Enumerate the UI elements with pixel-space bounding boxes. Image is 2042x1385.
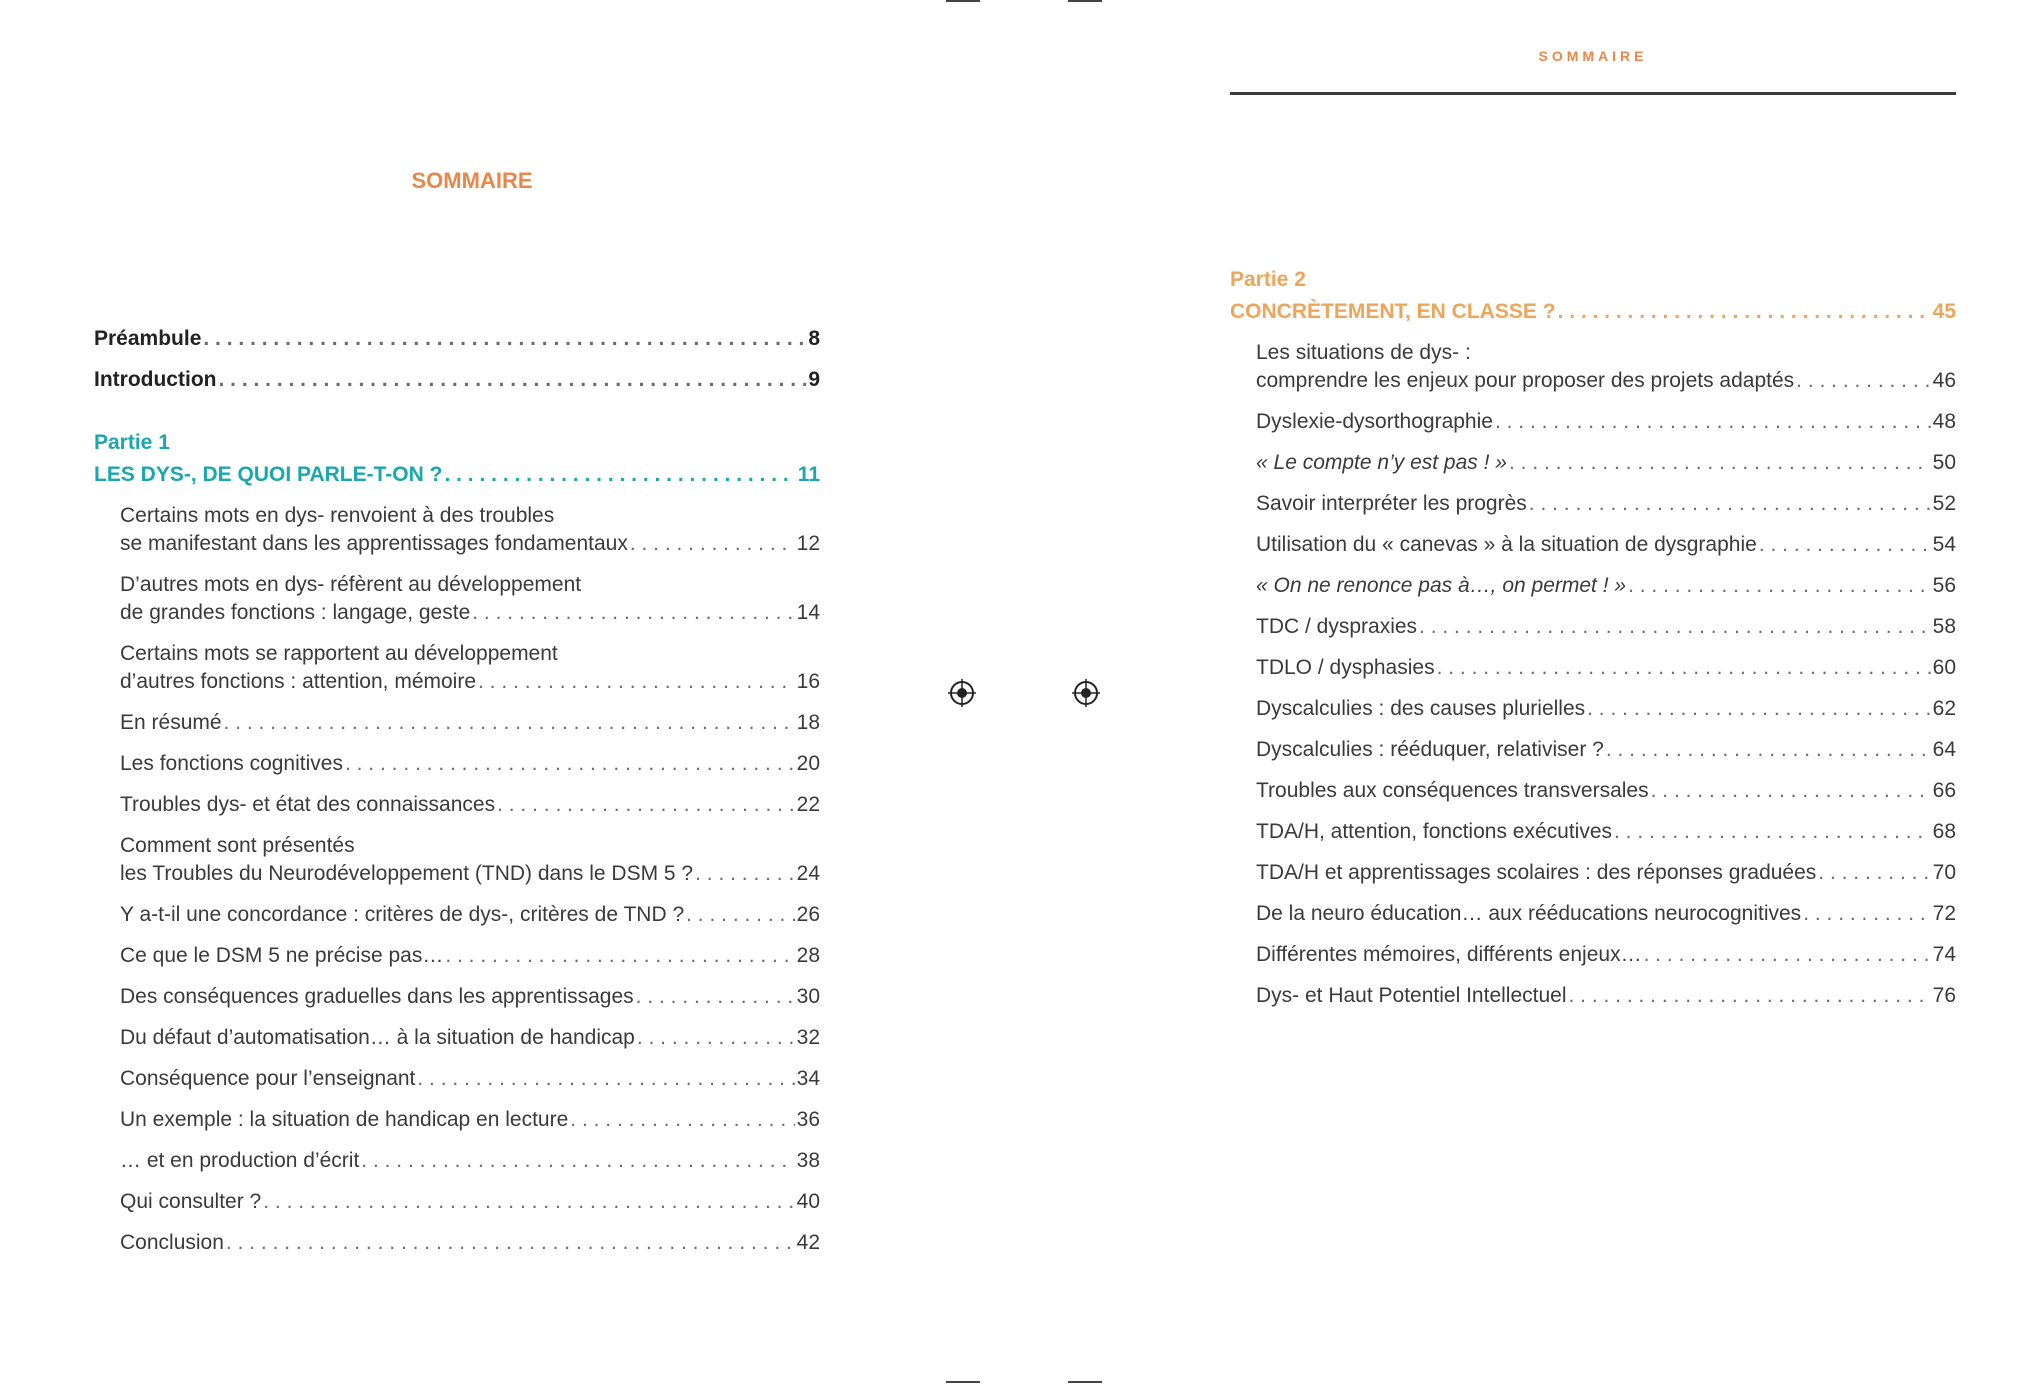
leader-dots	[636, 983, 795, 1011]
entry-text: Les fonctions cognitives	[120, 752, 343, 775]
entry-text: Des conséquences graduelles dans les apprentissages	[120, 985, 634, 1008]
entry-page: 68	[1932, 820, 1956, 843]
leader-dots	[218, 366, 806, 394]
leader-dots	[478, 668, 795, 696]
entry-text: TDLO / dysphasies	[1256, 656, 1435, 679]
entry-list	[1230, 339, 1956, 1010]
entry-row	[1256, 859, 1956, 887]
entry-row	[1256, 982, 1956, 1010]
entry-text: Conclusion	[120, 1231, 224, 1254]
entry-row	[1256, 818, 1956, 846]
toc-entry[interactable]	[1230, 736, 1956, 764]
toc-entry[interactable]	[1230, 982, 1956, 1010]
leader-dots	[1529, 490, 1931, 518]
entry-text-line1: Certains mots se rapportent au développement	[120, 642, 558, 665]
leader-dots	[361, 1147, 794, 1175]
entry-row	[1256, 449, 1956, 477]
entry-text: de grandes fonctions : langage, geste	[120, 601, 471, 624]
entry-text: Ce que le DSM 5 ne précise pas…	[120, 944, 444, 967]
leader-dots	[226, 1229, 795, 1257]
entry-page: 38	[796, 1149, 820, 1172]
entry-page: 20	[796, 752, 820, 775]
entry-page: 52	[1932, 492, 1956, 515]
entry-page: 22	[796, 793, 820, 816]
entry-page: 56	[1932, 574, 1956, 597]
leader-dots	[1437, 654, 1931, 682]
entry-text: Dyscalculies : rééduquer, relativiser ?	[1256, 738, 1604, 761]
toc-entry[interactable]	[94, 942, 820, 970]
page-title: SOMMAIRE	[411, 168, 533, 193]
entry-text: Différentes mémoires, différents enjeux…	[1256, 943, 1642, 966]
entry-text: En résumé	[120, 711, 222, 734]
leader-dots	[1419, 613, 1931, 641]
entry-text: « On ne renonce pas à…, on permet ! »	[1256, 574, 1627, 597]
entry-text: … et en production d’écrit	[120, 1149, 360, 1172]
toc-entry[interactable]	[94, 1147, 820, 1175]
leader-dots	[1569, 982, 1931, 1010]
leader-dots	[1651, 777, 1931, 805]
entry-row	[1256, 777, 1956, 805]
entry-text: Conséquence pour l’enseignant	[120, 1067, 416, 1090]
entry-page: 48	[1932, 410, 1956, 433]
toc-entry[interactable]	[94, 832, 820, 888]
entry-page: 62	[1932, 697, 1956, 720]
crop-mark-icon	[946, 0, 980, 2]
entry-row	[1256, 367, 1956, 395]
entry-text: les Troubles du Neurodéveloppement (TND) dans le DSM 5 ?	[120, 862, 694, 885]
toc-entry[interactable]	[94, 1106, 820, 1134]
entry-text: Dyscalculies : des causes plurielles	[1256, 697, 1586, 720]
crop-mark-icon	[1068, 1381, 1102, 1383]
entry-row	[120, 983, 820, 1011]
leader-dots	[1759, 531, 1931, 559]
leader-dots	[263, 1188, 794, 1216]
entry-row	[1256, 654, 1956, 682]
toc-entry[interactable]	[94, 1188, 820, 1216]
entry-text: Préambule	[94, 327, 202, 350]
toc-entry[interactable]	[1230, 449, 1956, 477]
entry-text: TDA/H, attention, fonctions exécutives	[1256, 820, 1613, 843]
entry-row	[1256, 695, 1956, 723]
leader-dots	[345, 750, 795, 778]
part-1	[94, 426, 820, 1270]
entry-page: 46	[1932, 369, 1956, 392]
front-matter	[94, 312, 820, 394]
toc-entry[interactable]	[94, 750, 820, 778]
entry-row	[1256, 900, 1956, 928]
entry-row	[1256, 408, 1956, 436]
entry-text: Un exemple : la situation de handicap en lecture	[120, 1108, 569, 1131]
leader-dots	[1628, 572, 1931, 600]
part-page: 11	[797, 463, 820, 486]
toc-entry[interactable]	[94, 502, 820, 558]
entry-row	[1256, 490, 1956, 518]
entry-row	[120, 750, 820, 778]
header-rule	[1230, 92, 1956, 95]
entry-page: 9	[808, 368, 820, 391]
entry-text: se manifestant dans les apprentissages fondamentaux	[120, 532, 628, 555]
entry-row	[120, 599, 820, 627]
part-title: CONCRÈTEMENT, EN CLASSE ?	[1230, 300, 1556, 323]
crop-mark-icon	[1068, 0, 1102, 2]
entry-page: 30	[796, 985, 820, 1008]
entry-text: « Le compte n’y est pas ! »	[1256, 451, 1507, 474]
entry-page: 50	[1932, 451, 1956, 474]
toc-entry-introduction[interactable]	[94, 353, 820, 394]
toc-entry[interactable]	[1230, 941, 1956, 969]
leader-dots	[1818, 859, 1930, 887]
entry-page: 24	[796, 862, 820, 885]
leader-dots	[444, 460, 795, 490]
entry-row	[1256, 736, 1956, 764]
entry-page: 32	[796, 1026, 820, 1049]
leader-dots	[1614, 818, 1931, 846]
entry-row	[120, 860, 820, 888]
toc-entry[interactable]	[1230, 531, 1956, 559]
entry-text: Y a-t-il une concordance : critères de dys-, critères de TND ?	[120, 903, 685, 926]
entry-text: Savoir interpréter les progrès	[1256, 492, 1527, 515]
entry-text: Dyslexie-dysorthographie	[1256, 410, 1493, 433]
entry-page: 28	[796, 944, 820, 967]
toc-entry[interactable]	[1230, 613, 1956, 641]
crop-mark-icon	[946, 1381, 980, 1383]
leader-dots	[224, 709, 795, 737]
entry-text: Introduction	[94, 368, 217, 391]
entry-page: 26	[796, 903, 820, 926]
entry-text: Qui consulter ?	[120, 1190, 262, 1213]
part-title-row[interactable]	[94, 460, 820, 490]
entry-text: TDC / dyspraxies	[1256, 615, 1418, 638]
entry-text-line1: Les situations de dys- :	[1256, 341, 1471, 364]
part-label: Partie 1	[94, 431, 170, 454]
entry-page: 70	[1932, 861, 1956, 884]
entry-row	[120, 530, 820, 558]
toc-entry[interactable]	[1230, 695, 1956, 723]
leader-dots	[1509, 449, 1931, 477]
entry-page: 42	[796, 1231, 820, 1254]
toc-entry[interactable]	[94, 1229, 820, 1257]
entry-page: 74	[1932, 943, 1956, 966]
entry-row	[1256, 941, 1956, 969]
leader-dots	[1796, 367, 1930, 395]
leader-dots	[1803, 900, 1930, 928]
entry-row	[120, 709, 820, 737]
part-title-row[interactable]	[1230, 297, 1956, 327]
toc-entry[interactable]	[1230, 818, 1956, 846]
leader-dots	[1587, 695, 1931, 723]
entry-row	[120, 791, 820, 819]
entry-row	[1256, 613, 1956, 641]
entry-text: comprendre les enjeux pour proposer des projets adaptés	[1256, 369, 1795, 392]
entry-page: 16	[796, 670, 820, 693]
toc-entry[interactable]	[94, 791, 820, 819]
leader-dots	[472, 599, 794, 627]
part-label: Partie 2	[1230, 268, 1306, 291]
entry-text: Dys- et Haut Potentiel Intellectuel	[1256, 984, 1567, 1007]
toc-entry[interactable]	[94, 901, 820, 929]
entry-text: d’autres fonctions : attention, mémoire	[120, 670, 477, 693]
toc-entry[interactable]	[1230, 572, 1956, 600]
entry-page: 66	[1932, 779, 1956, 802]
toc-entry[interactable]	[94, 571, 820, 627]
entry-text-line1: Certains mots en dys- renvoient à des troubles	[120, 504, 555, 527]
leader-dots	[497, 791, 795, 819]
entry-page: 36	[796, 1108, 820, 1131]
entry-row	[120, 901, 820, 929]
entry-text: Du défaut d’automatisation… à la situation de handicap	[120, 1026, 635, 1049]
running-head: SOMMAIRE	[1538, 48, 1648, 64]
entry-row	[120, 1229, 820, 1257]
entry-row	[120, 1106, 820, 1134]
entry-page: 72	[1932, 902, 1956, 925]
entry-row	[120, 668, 820, 696]
leader-dots	[695, 860, 795, 888]
part-title: LES DYS-, DE QUOI PARLE-T-ON ?	[94, 463, 443, 486]
entry-page: 12	[796, 532, 820, 555]
entry-row	[120, 1188, 820, 1216]
toc-entry-preambule[interactable]	[94, 312, 820, 353]
entry-row	[120, 1065, 820, 1093]
entry-text-line1: D’autres mots en dys- réfèrent au développement	[120, 573, 582, 596]
entry-page: 34	[796, 1067, 820, 1090]
leader-dots	[686, 901, 795, 929]
entry-text: Troubles aux conséquences transversales	[1256, 779, 1649, 802]
entry-row	[120, 1147, 820, 1175]
entry-page: 64	[1932, 738, 1956, 761]
part-2	[1230, 263, 1956, 1023]
entry-row	[120, 1024, 820, 1052]
toc-entry[interactable]	[1230, 408, 1956, 436]
entry-page: 58	[1932, 615, 1956, 638]
entry-page: 40	[796, 1190, 820, 1213]
toc-entry[interactable]	[1230, 900, 1956, 928]
toc-entry[interactable]	[1230, 339, 1956, 395]
toc-entry[interactable]	[94, 1024, 820, 1052]
entry-page: 14	[796, 601, 820, 624]
leader-dots	[417, 1065, 794, 1093]
leader-dots	[203, 325, 806, 353]
toc-entry[interactable]	[1230, 777, 1956, 805]
entry-text: Troubles dys- et état des connaissances	[120, 793, 496, 816]
entry-page: 18	[796, 711, 820, 734]
entry-page: 60	[1932, 656, 1956, 679]
toc-entry[interactable]	[1230, 654, 1956, 682]
registration-mark-icon	[1072, 679, 1100, 707]
toc-entry[interactable]	[1230, 490, 1956, 518]
leader-dots	[1558, 297, 1931, 327]
leader-dots	[630, 530, 795, 558]
leader-dots	[445, 942, 794, 970]
leader-dots	[570, 1106, 794, 1134]
leader-dots	[637, 1024, 795, 1052]
leader-dots	[1644, 941, 1931, 969]
entry-page: 8	[808, 327, 820, 350]
toc-entry[interactable]	[94, 1065, 820, 1093]
leader-dots	[1606, 736, 1931, 764]
leader-dots	[1495, 408, 1931, 436]
entry-row	[1256, 531, 1956, 559]
entry-list	[94, 502, 820, 1257]
entry-page: 54	[1932, 533, 1956, 556]
toc-entry[interactable]	[94, 709, 820, 737]
entry-text: De la neuro éducation… aux rééducations neurocognitives	[1256, 902, 1802, 925]
toc-entry[interactable]	[1230, 859, 1956, 887]
part-page: 45	[1932, 300, 1956, 323]
entry-text: TDA/H et apprentissages scolaires : des réponses graduées	[1256, 861, 1817, 884]
entry-page: 76	[1932, 984, 1956, 1007]
entry-row	[120, 942, 820, 970]
toc-entry[interactable]	[94, 640, 820, 696]
entry-text-line1: Comment sont présentés	[120, 834, 355, 857]
entry-row	[1256, 572, 1956, 600]
entry-text: Utilisation du « canevas » à la situation de dysgraphie	[1256, 533, 1757, 556]
registration-mark-icon	[948, 679, 976, 707]
toc-entry[interactable]	[94, 983, 820, 1011]
